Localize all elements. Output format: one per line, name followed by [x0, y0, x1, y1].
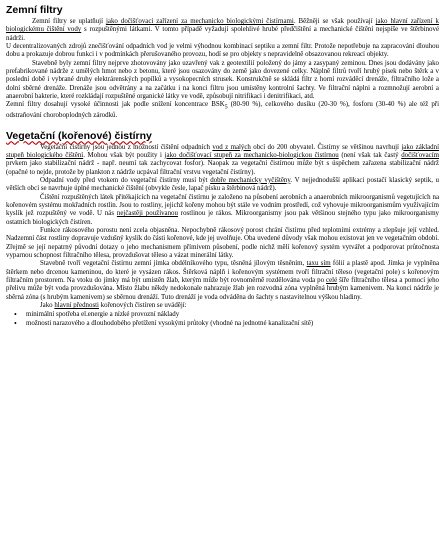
text-run: Jako [40, 302, 55, 310]
underlined-phrase: vod z malých [212, 143, 251, 151]
text-run: obcí do 200 obyvatel. Čistírny se většinou navrhují [250, 143, 402, 151]
underlined-phrase: dočišťovacím [401, 151, 439, 159]
underlined-phrase: jako dočišťovací stupeň za mechanicko-biologickou čistírnou [164, 151, 339, 159]
paragraph-zemni-filtry-intro [6, 18, 439, 43]
section-heading-zemni-filtry: Zemní filtry [6, 4, 63, 16]
paragraph-decentralized-sources: U decentralizovaných zdrojů znečišťování odpadních vod je velmi výhodnou kombinací septiku a zemní filtr. Protože nepotřebuje na zapracování dlouhou dobu a prokazuje dobrou funkci i v podmínkách přerušovaného provozu, hodí se pro objekty s nepravidelně obsazovanou rekreací objekty. [6, 43, 439, 59]
underlined-phrase: dobře mechanicky vyčištěny [210, 176, 291, 184]
advantages-list [6, 310, 439, 328]
text-run: (není však tak častý [338, 151, 402, 159]
text-run: Čištění rozpuštěných látek přitékajících na vegetační čistírnu je založeno na působení aerobních a anaerobních mikroorganismů vegetujících na kořenovém systému mokřadních rostlin. Jsou to rostliny, jejichž kořeny mohou být stále ve vodním prostředí, což vyhovuje mikroorganismům využívajícím kyslík jež rozpuštěný ve vodě. U nás [6, 193, 439, 218]
paragraph-advantages-intro [6, 302, 439, 310]
text-run: fólií a plastě apod. Jímka je vyplněna štěrkem nebo drcenou kameninou, do které je vysázen rákos. Štěrková náplň i kořenovým systémem tvoří filtrační těleso (vegetační pole) s kořenovým filtračním prostorem. Na vtoku do jímky má být umístěn žlab, kterým může být rovnoměrně rozdělována voda po [6, 260, 440, 284]
section-heading-vegetacni-cistirny: Vegetační (kořenové) čistírny [6, 129, 152, 142]
underlined-phrase: celé [326, 277, 338, 284]
paragraph-reed-function: Funkce rákosového porostu není zcela objasněna. Nepochybně rákosový porost chrání čistírnu před teplotními extrémy a zlepšuje její vzhled. Nadzemní část rostliny dopravuje vzdušný kyslík do části kořenové, kde jej uvolňuje. Oba uvedené důvody však mohou existovat jen ve vegetačním období. Zřejmě se její nepatrný původní dotazy o jeho mechanismem přímivem působení, podle nichž mělí kořenový systém vytvářet a podporovat průtočnosta vyparnou schopnost filtračního tělesa, provzdušovat těleso a vázat minerální látky. [6, 226, 439, 259]
underlined-phrase: jako základní stupeň biologického čištění [6, 143, 439, 159]
underlined-phrase: taxu sím [306, 260, 331, 268]
paragraph-pretreatment [6, 177, 439, 194]
text-run: Vegetační čistírny jsou jednou z možností čištění odpadních [40, 143, 213, 151]
underlined-phrase: jako dočišťovací zařízení za mechanicko biologickými čistírnami [106, 18, 294, 25]
text-run: Odpadní vody před vtokem do vegetační čistírny musí být [40, 176, 211, 184]
text-run: . Běžněji se však používají [293, 18, 376, 25]
paragraph-microorganisms [6, 194, 439, 227]
text-run: . Mohou však být použity i [83, 151, 165, 159]
text-run: . V nejjednodušší aplikaci postačí klasický septik, u větších obcí se navrhuje úplné mechanické čištění (obvykle česle, lapač písku a štěrbinová nádrž). [6, 176, 439, 193]
paragraph-filter-construction: Stavebně byly zemní filtry nejprve zhotovovány jako uzavřený vak z geotextilií položený do jámy a zasypaný zeminou. Dnes jsou dodávány jako prefabrikované nádrže z umělých hmot nebo z betonu, které jsou osazovány do země jako dovezené celky. Náplně filtrů tvoří hrubý písek nebo štěrk a v poslední době i vybrané druhy elektrárenských popílků a vysokopecních strusek. Konstrukčně se skládá filtr z horní rozváděcí drenáže, filtračního lože a dolní sběrné drenáže. Drenáže jsou odvětrány a na začátku i na konci filtru jsou umístěny kontrolní šachty. Ve filtrační náplni a rozmnožují aerobní a anaerobní bakterie, které rozkládají rozpuštěné organické látky ve vodě, způsobují nitrifikaci i denitrifikaci, atd. [6, 59, 439, 101]
paragraph-construction [6, 260, 439, 302]
underlined-phrase: jako hlavní zařízení k biologickému čištění vody [6, 18, 439, 34]
text-run: prvkem jako stabilizační nádrž - např. neumí tak zachycovat fosfor). Naopak za vegetační čistírnou může být s úspěchem zařazena stabilizační nádrž (opačné to nejde, protože by plankton z nádrže ucpával filtrační vrstvu vegetační čistírny). [6, 160, 439, 176]
text-run: Zemní filtry se uplatňují [32, 18, 107, 25]
list-item: • minimální spotřeba el.energie a nízké provozní náklady [26, 310, 439, 319]
paragraph-vegetation-intro [6, 144, 439, 177]
subscript: 5 [224, 104, 228, 111]
underlined-phrase: hlavní přednosti [54, 302, 99, 310]
text-run: rostlinou je rákos. Mikroorganismy jsou pak většinou stejného typu jako mikroorganismy ostatních biologických čistíren. [6, 210, 440, 226]
text-run: Stavebně tvoří vegetační čistírnu zemní jímka obdélníkového typu, těsněná jílovým těsněním, [40, 260, 307, 268]
list-item: • možnosti narazového a dlouhodobého přetížení vysokými průtoky (vhodné na jednotné kanalizační sítě) [26, 319, 439, 328]
paragraph-filter-efficiency [6, 101, 439, 120]
text-run: Zemní filtry dosahují vysoké účinnosti jak podle snížení koncentrace BSK [6, 101, 225, 109]
underlined-phrase: nejčastěji používanou [116, 210, 178, 218]
text-run: (80-90 %), celkového dusíku (20-30 %), fosforu (30-40 %) ale též při odstraňování choroboplodných zárodků. [6, 101, 439, 120]
text-run: kořenových čistíren se uvádějí: [98, 302, 187, 310]
text-run: s rozpuštěnými látkami. V tomto případě vyžadují spolehlivé hrubé předčištění a mechanické čištění nejspíše ve štěrbinové nádrži. [6, 26, 439, 42]
text-run: šíře filtračního tělesa a pomocí jeho přelivu může být voda provzdušována. Místo žlabu někdy nedokonale nahrazuje žlab jen rozvodná zóna vyplněná hrubým kamenivem. Na konci nádrže je sběrná zóna (s hrubým kamenivem) se sběrnou drenáží. Tuto drenáží je voda odváděna do šachty s nastavitelnou výškou hladiny. [6, 277, 439, 301]
document-page [6, 4, 439, 328]
